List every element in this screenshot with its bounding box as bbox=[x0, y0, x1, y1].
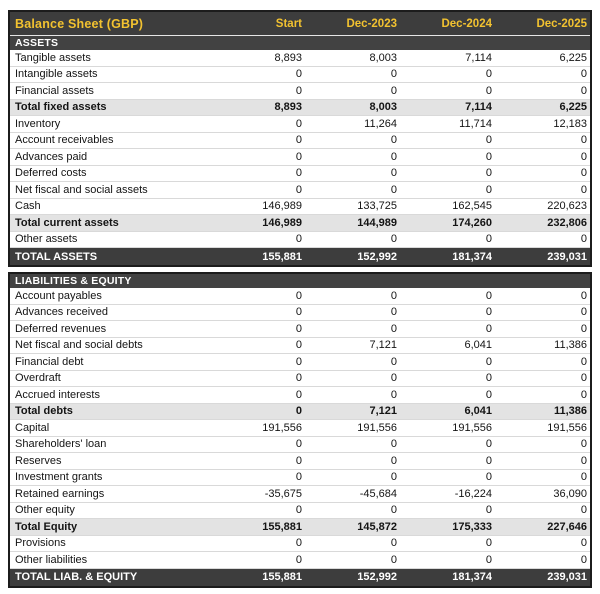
row-value: -16,224 bbox=[454, 487, 492, 500]
column-header-dec-2023: Dec-2023 bbox=[346, 17, 397, 30]
row-value: 0 bbox=[295, 339, 302, 352]
row-value: 36,090 bbox=[553, 487, 587, 500]
row-value: 0 bbox=[295, 134, 302, 147]
table-row bbox=[10, 387, 590, 404]
row-label: Intangible assets bbox=[15, 68, 98, 81]
table-row bbox=[10, 552, 590, 569]
table-row bbox=[10, 503, 590, 520]
row-label: Inventory bbox=[15, 117, 61, 130]
row-value: 0 bbox=[580, 233, 587, 246]
row-label: Advances received bbox=[15, 306, 108, 319]
balance-sheet-report bbox=[8, 10, 592, 588]
row-value: 0 bbox=[390, 388, 397, 401]
row-value: 0 bbox=[580, 372, 587, 385]
row-value: 0 bbox=[580, 84, 587, 97]
row-value: 162,545 bbox=[452, 200, 492, 213]
row-value: 0 bbox=[580, 471, 587, 484]
row-value: 0 bbox=[295, 454, 302, 467]
table-row bbox=[10, 486, 590, 503]
table-row bbox=[10, 519, 590, 536]
row-label: Accrued interests bbox=[15, 388, 100, 401]
row-value: 0 bbox=[485, 306, 492, 319]
row-value: 0 bbox=[295, 504, 302, 517]
table-row bbox=[10, 215, 590, 232]
row-value: 0 bbox=[295, 289, 302, 302]
row-value: 11,264 bbox=[364, 117, 397, 130]
table-row bbox=[10, 420, 590, 437]
table-row bbox=[10, 182, 590, 199]
row-value: 8,003 bbox=[369, 51, 397, 64]
row-value: 6,041 bbox=[464, 405, 492, 418]
table-row bbox=[10, 321, 590, 338]
column-header-start: Start bbox=[275, 17, 302, 30]
row-value: 0 bbox=[390, 183, 397, 196]
row-value: 0 bbox=[580, 68, 587, 81]
row-value: 0 bbox=[485, 289, 492, 302]
table-row bbox=[10, 437, 590, 454]
row-value: 174,260 bbox=[452, 216, 492, 229]
row-label: Account payables bbox=[15, 289, 102, 302]
row-value: 0 bbox=[390, 289, 397, 302]
table-row bbox=[10, 371, 590, 388]
row-value: 0 bbox=[485, 471, 492, 484]
row-value: 0 bbox=[295, 322, 302, 335]
row-value: 0 bbox=[580, 150, 587, 163]
row-label: Reserves bbox=[15, 454, 62, 467]
row-value: 0 bbox=[390, 167, 397, 180]
row-value: 0 bbox=[485, 355, 492, 368]
row-value: 7,114 bbox=[465, 51, 492, 64]
row-value: 7,121 bbox=[369, 339, 397, 352]
liabilities-equity-block bbox=[8, 272, 592, 588]
row-value: 0 bbox=[390, 537, 397, 550]
row-value: 0 bbox=[485, 553, 492, 566]
row-label: Financial assets bbox=[15, 84, 94, 97]
row-value: 11,386 bbox=[553, 405, 587, 418]
row-value: 0 bbox=[580, 537, 587, 550]
row-value: 0 bbox=[390, 372, 397, 385]
table-row bbox=[10, 536, 590, 553]
row-value: 0 bbox=[580, 553, 587, 566]
row-value: 0 bbox=[390, 306, 397, 319]
row-value: 0 bbox=[485, 233, 492, 246]
row-label: Cash bbox=[15, 200, 41, 213]
row-value: 0 bbox=[295, 306, 302, 319]
row-value: 0 bbox=[390, 68, 397, 81]
row-label: Retained earnings bbox=[15, 487, 105, 500]
row-label: Advances paid bbox=[15, 150, 88, 163]
grand-total-row bbox=[10, 248, 590, 265]
grand-total-value: 155,881 bbox=[262, 571, 302, 583]
row-value: 0 bbox=[580, 289, 587, 302]
assets-block bbox=[8, 10, 592, 267]
row-value: 0 bbox=[390, 150, 397, 163]
row-value: 0 bbox=[295, 117, 302, 130]
row-value: 0 bbox=[295, 183, 302, 196]
row-value: 0 bbox=[295, 150, 302, 163]
table-header-row bbox=[10, 12, 590, 36]
table-row bbox=[10, 338, 590, 355]
row-value: 0 bbox=[295, 167, 302, 180]
row-value: 6,225 bbox=[559, 51, 587, 64]
row-value: 0 bbox=[580, 438, 587, 451]
row-label: Capital bbox=[15, 421, 50, 434]
row-value: 0 bbox=[295, 553, 302, 566]
grand-total-value: 152,992 bbox=[357, 250, 397, 263]
row-value: 0 bbox=[295, 355, 302, 368]
table-row bbox=[10, 166, 590, 183]
section-title: LIABILITIES & EQUITY bbox=[15, 275, 132, 287]
row-value: 0 bbox=[390, 504, 397, 517]
row-value: 7,121 bbox=[369, 405, 397, 418]
row-value: 0 bbox=[390, 134, 397, 147]
row-value: 12,183 bbox=[553, 117, 587, 130]
table-row bbox=[10, 288, 590, 305]
row-label: Deferred revenues bbox=[15, 322, 107, 335]
row-label: Total Equity bbox=[15, 520, 78, 533]
table-row bbox=[10, 453, 590, 470]
row-value: 146,989 bbox=[262, 216, 302, 229]
grand-total-value: 239,031 bbox=[547, 250, 587, 263]
table-row bbox=[10, 470, 590, 487]
row-label: Financial debt bbox=[15, 355, 84, 368]
row-value: 133,725 bbox=[357, 200, 397, 213]
row-label: Net fiscal and social assets bbox=[15, 183, 148, 196]
row-label: Total current assets bbox=[15, 216, 119, 229]
grand-total-value: 239,031 bbox=[547, 571, 587, 583]
row-value: 0 bbox=[485, 537, 492, 550]
row-value: 0 bbox=[485, 134, 492, 147]
row-value: 0 bbox=[485, 388, 492, 401]
table-row bbox=[10, 404, 590, 421]
grand-total-label: TOTAL LIAB. & EQUITY bbox=[15, 571, 138, 583]
row-label: Deferred costs bbox=[15, 167, 87, 180]
table-row bbox=[10, 232, 590, 249]
row-value: 0 bbox=[390, 322, 397, 335]
row-value: 191,556 bbox=[452, 421, 492, 434]
column-header-dec-2025: Dec-2025 bbox=[536, 17, 587, 30]
row-value: 11,714 bbox=[459, 117, 492, 130]
row-value: 0 bbox=[485, 372, 492, 385]
row-value: 175,333 bbox=[452, 520, 492, 533]
row-value: 220,623 bbox=[547, 200, 587, 213]
row-value: 0 bbox=[295, 471, 302, 484]
row-label: Investment grants bbox=[15, 471, 103, 484]
grand-total-value: 155,881 bbox=[262, 250, 302, 263]
row-value: 0 bbox=[485, 438, 492, 451]
report-title: Balance Sheet (GBP) bbox=[15, 16, 144, 31]
column-header-dec-2024: Dec-2024 bbox=[441, 17, 492, 30]
row-value: 0 bbox=[485, 68, 492, 81]
row-label: Other liabilities bbox=[15, 553, 88, 566]
row-value: 0 bbox=[295, 84, 302, 97]
row-value: 8,893 bbox=[274, 101, 302, 114]
row-label: Shareholders' loan bbox=[15, 438, 107, 451]
row-value: 11,386 bbox=[554, 339, 587, 352]
row-value: 0 bbox=[295, 372, 302, 385]
row-value: 0 bbox=[580, 504, 587, 517]
section-header bbox=[10, 36, 590, 50]
row-value: 0 bbox=[295, 405, 302, 418]
row-value: 0 bbox=[295, 438, 302, 451]
grand-total-value: 181,374 bbox=[452, 571, 492, 583]
row-value: 6,225 bbox=[559, 101, 587, 114]
row-value: 7,114 bbox=[465, 101, 492, 114]
row-value: 191,556 bbox=[262, 421, 302, 434]
table-row bbox=[10, 305, 590, 322]
row-label: Other assets bbox=[15, 233, 78, 246]
row-label: Account receivables bbox=[15, 134, 114, 147]
row-value: 0 bbox=[390, 454, 397, 467]
table-row bbox=[10, 133, 590, 150]
section-title: ASSETS bbox=[15, 37, 59, 49]
row-value: 0 bbox=[295, 388, 302, 401]
row-value: 0 bbox=[580, 388, 587, 401]
grand-total-label: TOTAL ASSETS bbox=[15, 250, 98, 263]
row-value: 145,872 bbox=[357, 520, 397, 533]
row-value: 155,881 bbox=[262, 520, 302, 533]
row-value: 0 bbox=[485, 150, 492, 163]
row-label: Overdraft bbox=[15, 372, 61, 385]
row-value: 0 bbox=[485, 84, 492, 97]
table-row bbox=[10, 354, 590, 371]
row-label: Provisions bbox=[15, 537, 66, 550]
row-value: 0 bbox=[485, 454, 492, 467]
row-value: -45,684 bbox=[359, 487, 397, 500]
row-value: 0 bbox=[390, 438, 397, 451]
grand-total-value: 152,992 bbox=[357, 571, 397, 583]
row-value: 232,806 bbox=[547, 216, 587, 229]
table-row bbox=[10, 149, 590, 166]
row-value: 0 bbox=[295, 68, 302, 81]
row-value: 0 bbox=[580, 454, 587, 467]
table-row bbox=[10, 67, 590, 84]
table-row bbox=[10, 83, 590, 100]
row-value: 0 bbox=[580, 167, 587, 180]
row-label: Tangible assets bbox=[15, 51, 91, 64]
row-value: 191,556 bbox=[547, 421, 587, 434]
row-value: 0 bbox=[580, 134, 587, 147]
row-value: 0 bbox=[390, 355, 397, 368]
liabilities-equity-rows bbox=[10, 274, 590, 586]
section-header bbox=[10, 274, 590, 288]
row-value: 8,893 bbox=[274, 51, 302, 64]
row-value: 0 bbox=[390, 553, 397, 566]
grand-total-value: 181,374 bbox=[452, 250, 492, 263]
row-value: 6,041 bbox=[464, 339, 492, 352]
table-row bbox=[10, 116, 590, 133]
row-value: 0 bbox=[485, 504, 492, 517]
row-value: 0 bbox=[295, 537, 302, 550]
table-row bbox=[10, 100, 590, 117]
table-row bbox=[10, 199, 590, 216]
row-value: 227,646 bbox=[547, 520, 587, 533]
assets-rows bbox=[10, 36, 590, 265]
row-label: Total fixed assets bbox=[15, 101, 107, 114]
grand-total-row bbox=[10, 569, 590, 586]
row-value: 0 bbox=[580, 355, 587, 368]
row-value: 0 bbox=[580, 322, 587, 335]
row-value: 144,989 bbox=[357, 216, 397, 229]
row-label: Other equity bbox=[15, 504, 75, 517]
row-value: 0 bbox=[485, 183, 492, 196]
row-value: 0 bbox=[580, 306, 587, 319]
row-value: 0 bbox=[485, 167, 492, 180]
row-value: -35,675 bbox=[264, 487, 302, 500]
row-value: 0 bbox=[390, 84, 397, 97]
row-label: Total debts bbox=[15, 405, 73, 418]
row-value: 0 bbox=[485, 322, 492, 335]
row-value: 146,989 bbox=[262, 200, 302, 213]
row-value: 0 bbox=[390, 233, 397, 246]
row-value: 0 bbox=[580, 183, 587, 196]
row-value: 0 bbox=[390, 471, 397, 484]
row-value: 191,556 bbox=[357, 421, 397, 434]
row-value: 8,003 bbox=[369, 101, 397, 114]
row-value: 0 bbox=[295, 233, 302, 246]
row-label: Net fiscal and social debts bbox=[15, 339, 143, 352]
table-row bbox=[10, 50, 590, 67]
